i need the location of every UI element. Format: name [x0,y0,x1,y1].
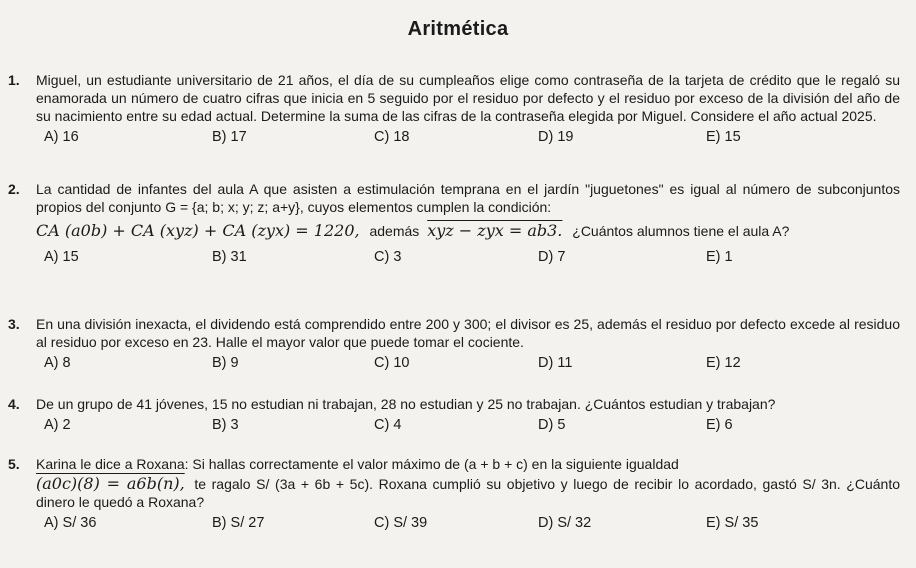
option-e[interactable]: E) 15 [706,129,741,145]
option-c[interactable]: C) 18 [374,129,410,145]
option-a[interactable]: A) 16 [44,129,79,145]
options-row [8,416,900,436]
question-number: 2. [8,181,20,197]
question-number: 1. [8,72,20,88]
question-number: 5. [8,456,20,472]
options-row [8,354,900,374]
option-d[interactable]: D) S/ 32 [538,515,592,531]
question-number: 4. [8,396,20,412]
option-e[interactable]: E) 1 [706,249,733,265]
options-row [8,248,900,268]
option-e[interactable]: E) 12 [706,355,741,371]
option-e[interactable]: E) S/ 35 [706,515,759,531]
conjunction-text: además [369,223,420,239]
question-3 [8,315,900,374]
option-a[interactable]: A) 2 [44,417,71,433]
option-b[interactable]: B) 3 [212,417,239,433]
question-text: Miguel, un estudiante universitario de 21 años, el día de su cumpleaños elige como contraseña de la tarjeta de crédito que le regaló su enamorada un número de cuatro cifras que inicia en 5 seguido por el residuo por defecto y el residuo por exceso de la división del año de su nacimiento entre su edad actual. Determine la suma de las cifras de la contraseña elegida por Miguel. Considere el año actual 2025. [36,72,900,124]
option-b[interactable]: B) S/ 27 [212,515,265,531]
option-c[interactable]: C) 3 [374,249,402,265]
formula-complement: CA (a0b) + CA (xyz) + CA (zyx) = 1220, [36,221,360,240]
formula-difference: xyz − zyx = ab3. [427,221,563,240]
options-row [8,128,900,148]
question-1 [8,71,900,148]
option-d[interactable]: D) 5 [538,417,566,433]
question-5 [8,455,900,534]
option-b[interactable]: B) 9 [212,355,239,371]
question-text: Karina le dice a Roxana: Si hallas correctamente el valor máximo de (a + b + c) en la siguiente igualdad [36,456,679,472]
option-a[interactable]: A) 8 [44,355,71,371]
option-d[interactable]: D) 7 [538,249,566,265]
question-4 [8,395,900,436]
question-2 [8,180,900,268]
question-text-continued: te ragalo S/ (3a + 6b + 5c). Roxana cumplió su objetivo y luego de recibir lo acordado, gastó S/ 3n. ¿Cuánto dinero le quedó a Roxana? [36,476,901,510]
question-number: 3. [8,316,20,332]
options-row [8,514,900,534]
page-title: Aritmética [407,18,509,40]
option-c[interactable]: C) 4 [374,417,402,433]
option-a[interactable]: A) S/ 36 [44,515,97,531]
question-prompt: ¿Cuántos alumnos tiene el aula A? [572,223,790,239]
option-a[interactable]: A) 15 [44,249,79,265]
option-c[interactable]: C) 10 [374,355,410,371]
question-text: En una división inexacta, el dividendo está comprendido entre 200 y 300; el divisor es 25, además el residuo por defecto excede al residuo al residuo por exceso en 23. Halle el mayor valor que puede tomar el cociente. [36,316,900,350]
option-b[interactable]: B) 17 [212,129,247,145]
option-d[interactable]: D) 19 [538,129,574,145]
option-d[interactable]: D) 11 [538,355,573,371]
option-c[interactable]: C) S/ 39 [374,515,428,531]
question-text: La cantidad de infantes del aula A que asisten a estimulación temprana en el jardín "juguetones" es igual al número de subconjuntos propios del conjunto G = {a; b; x; y; z; a+y}, cuyos elementos cumplen la condición: [36,181,900,215]
option-e[interactable]: E) 6 [706,417,733,433]
formula-bases: (a0c)(8) = a6b(n), [36,474,185,493]
question-text: De un grupo de 41 jóvenes, 15 no estudian ni trabajan, 28 no estudian y 25 no trabajan. ¿Cuántos estudian y trabajan? [36,396,776,412]
option-b[interactable]: B) 31 [212,249,247,265]
